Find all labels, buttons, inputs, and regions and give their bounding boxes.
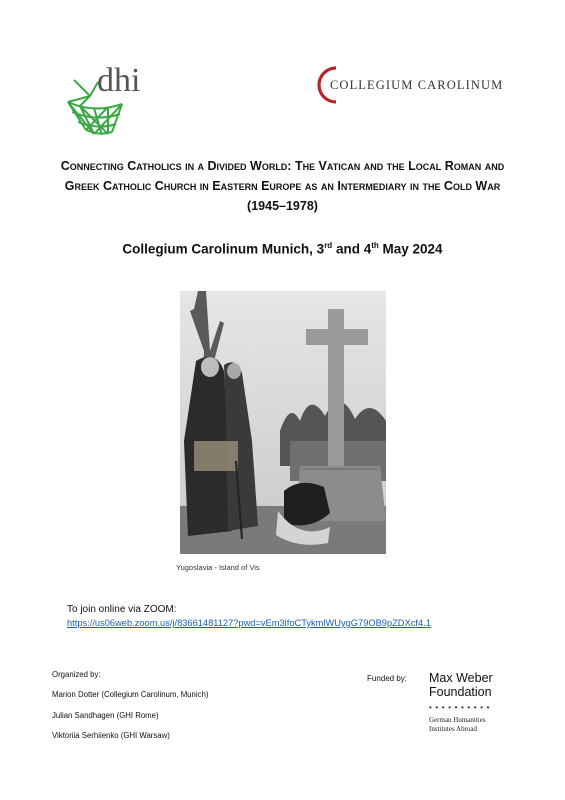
max-weber-subtitle bbox=[429, 716, 529, 734]
collegium-carolinum-logo bbox=[314, 64, 504, 106]
max-weber-subtitle-line: German Humanities bbox=[429, 716, 486, 724]
historical-photo bbox=[180, 291, 386, 554]
max-weber-dots: •••••••••• bbox=[429, 703, 494, 712]
funded-by-label: Funded by: bbox=[367, 674, 408, 683]
title-line: Connecting Catholics in a Divided World: The Vatican and the Local Roman and bbox=[60, 159, 505, 173]
max-weber-subtitle-line: Institutes Abroad bbox=[429, 725, 478, 733]
venue-text: and 4 bbox=[332, 241, 372, 257]
organizer-name: Julian Sandhagen (GHI Rome) bbox=[52, 711, 159, 720]
organizer-name: Marion Dotter (Collegium Carolinum, Munich) bbox=[52, 690, 209, 699]
event-title bbox=[40, 156, 525, 216]
venue-date bbox=[40, 241, 525, 257]
max-weber-logo bbox=[429, 671, 519, 699]
title-line: Greek Catholic Church in Eastern Europe as an Intermediary in the Cold War bbox=[64, 179, 501, 193]
photo-illustration bbox=[180, 291, 386, 554]
organizer-name: Viktoriia Serhiienko (GHI Warsaw) bbox=[52, 731, 170, 740]
title-line: (1945–1978) bbox=[247, 199, 318, 213]
venue-ordinal: th bbox=[371, 241, 379, 250]
venue-text: Collegium Carolinum Munich, 3 bbox=[122, 241, 325, 257]
zoom-label: To join online via ZOOM: bbox=[67, 604, 177, 615]
dhi-wordmark: dhi bbox=[97, 62, 141, 99]
photo-caption: Yugoslavia - Island of Vis bbox=[176, 563, 260, 572]
dhi-logo bbox=[64, 62, 160, 138]
max-weber-name-line: Max Weber bbox=[429, 671, 493, 685]
zoom-link[interactable]: https://us06web.zoom.us/j/83661481127?pwd=vEm3lfoCTykmlWUygG79OB9pZDXcf4.1 bbox=[67, 618, 431, 628]
max-weber-name-line: Foundation bbox=[429, 685, 492, 699]
organized-by-label: Organized by: bbox=[52, 670, 101, 679]
venue-text: May 2024 bbox=[378, 241, 443, 257]
collegium-wordmark: COLLEGIUM CAROLINUM bbox=[330, 78, 504, 92]
venue-ordinal: rd bbox=[324, 241, 333, 250]
